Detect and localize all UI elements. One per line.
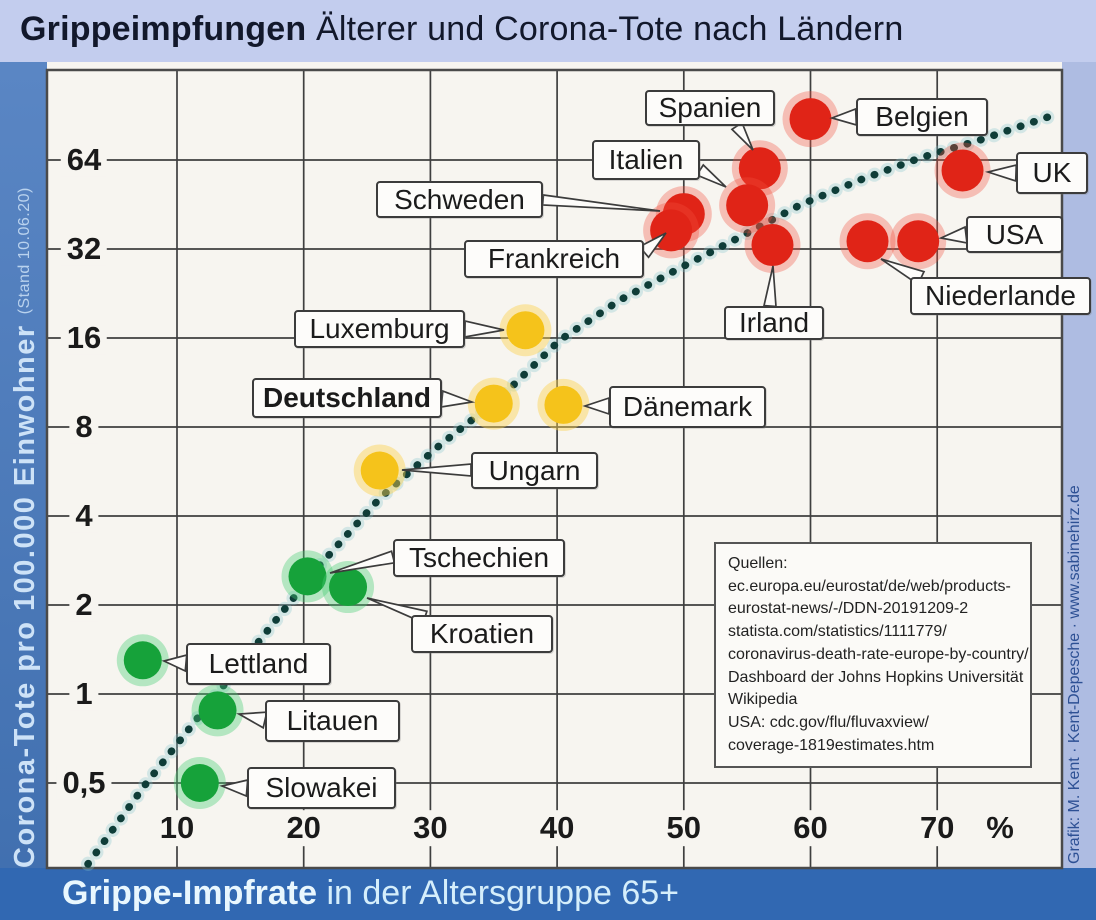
source-line: coronavirus-death-rate-europe-by-country/	[728, 645, 1029, 663]
data-dot-litauen	[199, 691, 237, 729]
data-dot-niederlande	[847, 220, 889, 262]
y-axis-date-note: (Stand 10.06.20)	[16, 187, 33, 315]
sources-heading: Quellen:	[728, 555, 788, 572]
x-tick-20: 20	[278, 810, 328, 846]
data-dot-usa	[897, 220, 939, 262]
country-label-frankreich: Frankreich	[464, 240, 644, 278]
country-label-lettland: Lettland	[186, 643, 331, 685]
source-line: eurostat-news/-/DDN-20191209-2	[728, 600, 969, 618]
source-line: statista.com/statistics/1111779/	[728, 623, 947, 641]
x-axis-label-bold: Grippe-Impfrate	[62, 874, 318, 912]
page-title-bold: Grippeimpfungen	[20, 10, 307, 48]
callout-pointer-schweden	[543, 195, 660, 211]
y-tick-2: 2	[69, 588, 98, 622]
country-label-luxemburg: Luxemburg	[294, 310, 465, 348]
source-line: ec.europa.eu/eurostat/de/web/products-	[728, 577, 1011, 595]
data-dot-kroatien	[329, 568, 367, 606]
x-tick-50: 50	[659, 810, 709, 846]
callout-pointer-spanien	[732, 123, 753, 150]
callout-pointer-luxemburg	[465, 321, 504, 337]
source-line: Wikipedia	[728, 691, 798, 709]
country-label-italien: Italien	[592, 140, 700, 180]
x-tick-40: 40	[532, 810, 582, 846]
country-label-dänemark: Dänemark	[609, 386, 766, 428]
y-tick-32: 32	[61, 232, 107, 266]
y-tick-0,5: 0,5	[56, 766, 111, 800]
country-label-kroatien: Kroatien	[411, 615, 553, 653]
source-line: coverage-1819estimates.htm	[728, 736, 935, 754]
country-label-slowakei: Slowakei	[247, 767, 396, 809]
x-axis-label-rest: in der Altersgruppe 65+	[317, 874, 680, 912]
y-tick-16: 16	[61, 321, 107, 355]
country-label-deutschland: Deutschland	[252, 378, 442, 418]
source-line: USA: cdc.gov/flu/fluvaxview/	[728, 714, 929, 732]
data-dot-irland	[751, 224, 793, 266]
y-axis-label: Corona-Tote pro 100.000 Einwohner	[8, 324, 41, 868]
data-dot-tschechien	[289, 557, 327, 595]
data-dot-belgien	[790, 98, 832, 140]
callout-pointer-litauen	[239, 712, 267, 728]
x-tick-30: 30	[405, 810, 455, 846]
y-tick-4: 4	[69, 499, 98, 533]
page-title-rest: Älterer und Corona-Tote nach Ländern	[306, 10, 904, 48]
x-tick-60: 60	[785, 810, 835, 846]
country-label-tschechien: Tschechien	[393, 539, 565, 577]
country-label-irland: Irland	[724, 306, 824, 340]
data-dot-ungarn	[361, 452, 399, 490]
data-dot-deutschland	[475, 385, 513, 423]
credit-line: Grafik: M. Kent · Kent-Depesche · www.sabinehirz.de	[1066, 485, 1083, 864]
country-label-belgien: Belgien	[856, 98, 988, 136]
source-line: Dashboard der Johns Hopkins Universität	[728, 668, 1024, 686]
country-label-uk: UK	[1016, 152, 1088, 194]
country-label-ungarn: Ungarn	[471, 452, 598, 489]
y-axis-caption	[2, 68, 48, 868]
country-label-niederlande: Niederlande	[910, 277, 1091, 315]
country-label-litauen: Litauen	[265, 700, 400, 742]
y-tick-1: 1	[69, 677, 98, 711]
data-dot-uk	[942, 149, 984, 191]
callout-pointer-uk	[988, 165, 1016, 181]
y-tick-64: 64	[61, 143, 107, 177]
country-label-usa: USA	[966, 216, 1063, 253]
data-dot-luxemburg	[506, 311, 544, 349]
data-dot-dänemark	[544, 386, 582, 424]
x-axis-caption	[62, 874, 679, 913]
country-label-schweden: Schweden	[376, 181, 543, 218]
data-dot-slowakei	[181, 764, 219, 802]
y-tick-8: 8	[69, 410, 98, 444]
x-tick-70: 70	[912, 810, 962, 846]
sources-box	[714, 542, 1032, 768]
x-axis-unit: %	[978, 810, 1022, 846]
callout-pointer-italien	[697, 165, 726, 187]
data-dot-lettland	[124, 641, 162, 679]
x-tick-10: 10	[152, 810, 202, 846]
callout-pointer-deutschland	[441, 391, 472, 407]
page-title	[20, 10, 903, 49]
country-label-spanien: Spanien	[645, 90, 775, 126]
